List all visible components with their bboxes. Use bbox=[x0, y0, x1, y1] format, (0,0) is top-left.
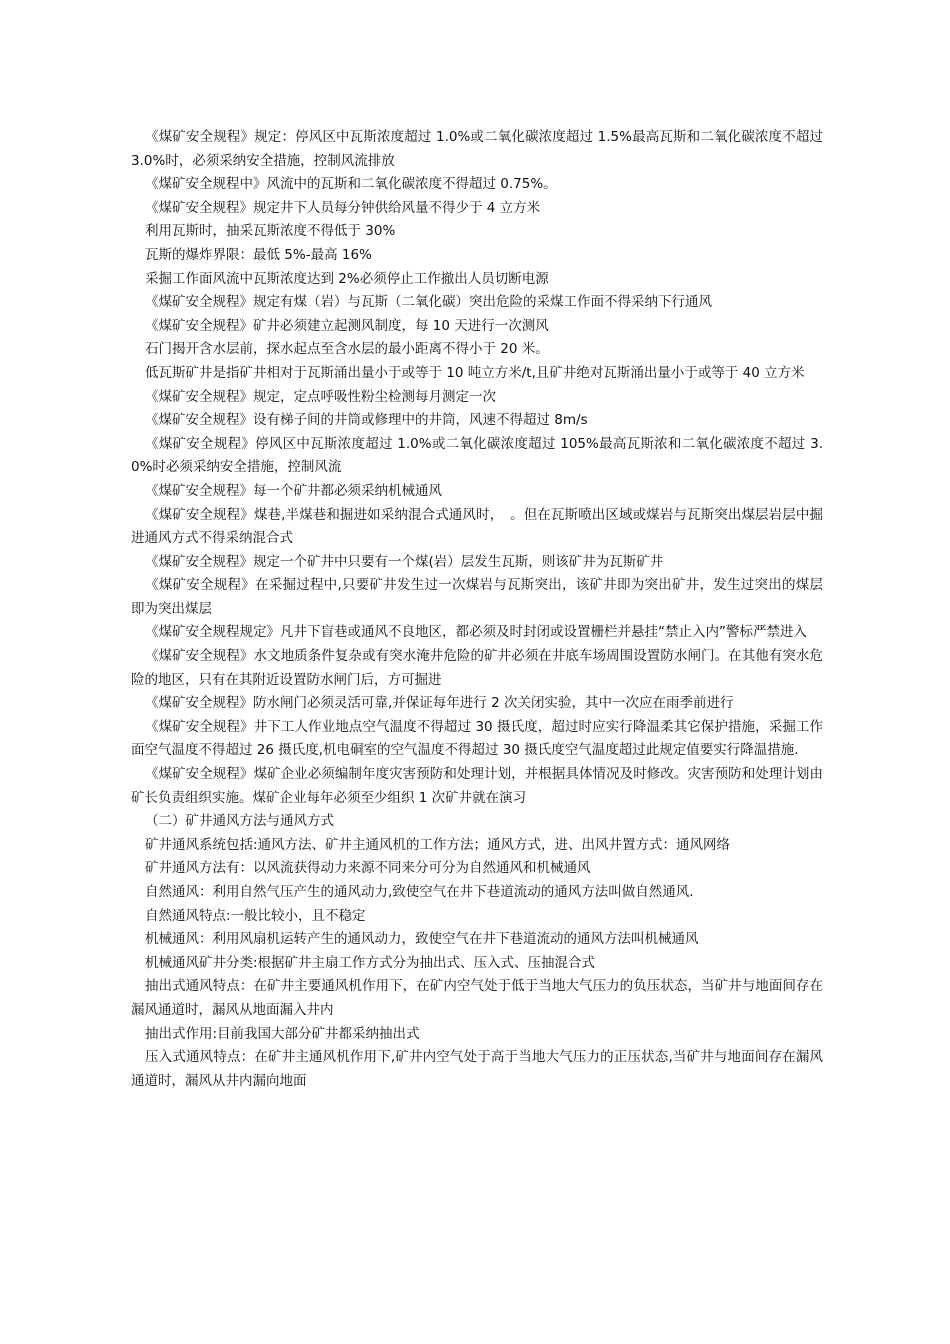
paragraph: 石门揭开含水层前，探水起点至含水层的最小距离不得小于 20 米。 bbox=[145, 341, 549, 358]
paragraph: 《煤矿安全规程》停风区中瓦斯浓度超过 1.0%或二氧化碳浓度超过 105%最高瓦斯浓和二氧化碳浓度不超过 3.0%时必须采纳安全措施，控制风流 bbox=[131, 435, 823, 476]
paragraph: 《煤矿安全规程》煤巷,半煤巷和掘进如采纳混合式通风时， 。但在瓦斯喷出区域或煤岩与瓦斯突出煤层岩层中掘进通风方式不得采纳混合式 bbox=[131, 506, 823, 547]
paragraph: 《煤矿安全规程》规定井下人员每分钟供给风量不得少于 4 立方米 bbox=[145, 199, 541, 216]
paragraph: 利用瓦斯时，抽采瓦斯浓度不得低于 30% bbox=[145, 223, 396, 240]
paragraph: 机械通风：利用风扇机运转产生的通风动力，致使空气在井下巷道流动的通风方法叫机械通风 bbox=[145, 931, 699, 948]
paragraph: 矿井通风方法有：以风流获得动力来源不同来分可分为自然通风和机械通风 bbox=[145, 860, 591, 877]
paragraph: 低瓦斯矿井是指矿井相对于瓦斯涌出量小于或等于 10 吨立方米/t,且矿井绝对瓦斯涌出量小于或等于 40 立方米 bbox=[145, 364, 805, 381]
paragraph: 抽出式通风特点：在矿井主要通风机作用下，在矿内空气处于低于当地大气压力的负压状态，当矿井与地面间存在漏风通道时，漏风从地面漏入井内 bbox=[131, 978, 823, 1018]
paragraph: 《煤矿安全规程》每一个矿井都必须采纳机械通风 bbox=[145, 482, 442, 499]
paragraph: 《煤矿安全规程》规定，定点呼吸性粉尘检测每月测定一次 bbox=[145, 388, 496, 405]
paragraph: 抽出式作用:目前我国大部分矿井都采纳抽出式 bbox=[145, 1025, 420, 1042]
paragraph: 《煤矿安全规程中》风流中的瓦斯和二氧化碳浓度不得超过 0.75%。 bbox=[145, 176, 557, 193]
paragraph: 《煤矿安全规程》水文地质条件复杂或有突水淹井危险的矿井必须在井底车场周围设置防水闸门。在其他有突水危险的地区，只有在其附近设置防水闸门后，方可掘进 bbox=[131, 648, 823, 688]
paragraph: 自然通风特点:一般比较小，且不稳定 bbox=[145, 907, 366, 924]
paragraph: 《煤矿安全规程》矿井必须建立起测风制度，每 10 天进行一次测风 bbox=[145, 317, 549, 334]
paragraph: 《煤矿安全规程》井下工人作业地点空气温度不得超过 30 摄氏度，超过时应实行降温柔其它保护措施，采掘工作面空气温度不得超过 26 摄氏度,机电硐室的空气温度不得超过 30 摄氏度空气温度超过此规定值要实行降温措施. bbox=[131, 718, 823, 759]
document-body bbox=[131, 126, 823, 1093]
paragraph: 采掘工作面风流中瓦斯浓度达到 2%必须停止工作撤出人员切断电源 bbox=[145, 270, 549, 287]
paragraph: 瓦斯的爆炸界限：最低 5%-最高 16% bbox=[145, 246, 372, 263]
paragraph: 《煤矿安全规程》设有梯子间的井筒或修理中的井筒，风速不得超过 8m/s bbox=[145, 412, 588, 429]
paragraph: 《煤矿安全规程》煤矿企业必须编制年度灾害预防和处理计划，并根据具体情况及时修改。灾害预防和处理计划由矿长负责组织实施。煤矿企业每年必须至少组织 1 次矿井就在演习 bbox=[131, 766, 823, 806]
paragraph: 《煤矿安全规程规定》凡井下盲巷或通风不良地区，都必须及时封闭或设置栅栏并悬挂“禁止入内”警标严禁进入 bbox=[145, 624, 807, 641]
paragraph: 《煤矿安全规程》防水闸门必须灵活可靠,并保证每年进行 2 次关闭实验，其中一次应在雨季前进行 bbox=[145, 695, 734, 712]
paragraph: 《煤矿安全规程》在采掘过程中,只要矿井发生过一次煤岩与瓦斯突出，该矿井即为突出矿井，发生过突出的煤层即为突出煤层 bbox=[131, 577, 823, 617]
paragraph: 矿井通风系统包括:通风方法、矿井主通风机的工作方法；通风方式，进、出风井置方式：通风网络 bbox=[145, 836, 731, 853]
section-heading: （二）矿井通风方法与通风方式 bbox=[145, 813, 334, 830]
paragraph: 压入式通风特点：在矿井主通风机作用下,矿井内空气处于高于当地大气压力的正压状态,当矿井与地面间存在漏风通道时，漏风从井内漏向地面 bbox=[131, 1049, 823, 1089]
paragraph: 《煤矿安全规程》规定：停风区中瓦斯浓度超过 1.0%或二氧化碳浓度超过 1.5%最高瓦斯和二氧化碳浓度不超过 3.0%时，必须采纳安全措施，控制风流排放 bbox=[131, 129, 823, 169]
paragraph: 《煤矿安全规程》规定有煤（岩）与瓦斯（二氧化碳）突出危险的采煤工作面不得采纳下行通风 bbox=[145, 294, 712, 311]
paragraph: 《煤矿安全规程》规定一个矿井中只要有一个煤(岩）层发生瓦斯，则该矿井为瓦斯矿井 bbox=[145, 553, 664, 570]
paragraph: 机械通风矿井分类:根据矿井主扇工作方式分为抽出式、压入式、压抽混合式 bbox=[145, 954, 596, 971]
paragraph: 自然通风：利用自然气压产生的通风动力,致使空气在井下巷道流动的通风方法叫做自然通风. bbox=[145, 884, 694, 900]
